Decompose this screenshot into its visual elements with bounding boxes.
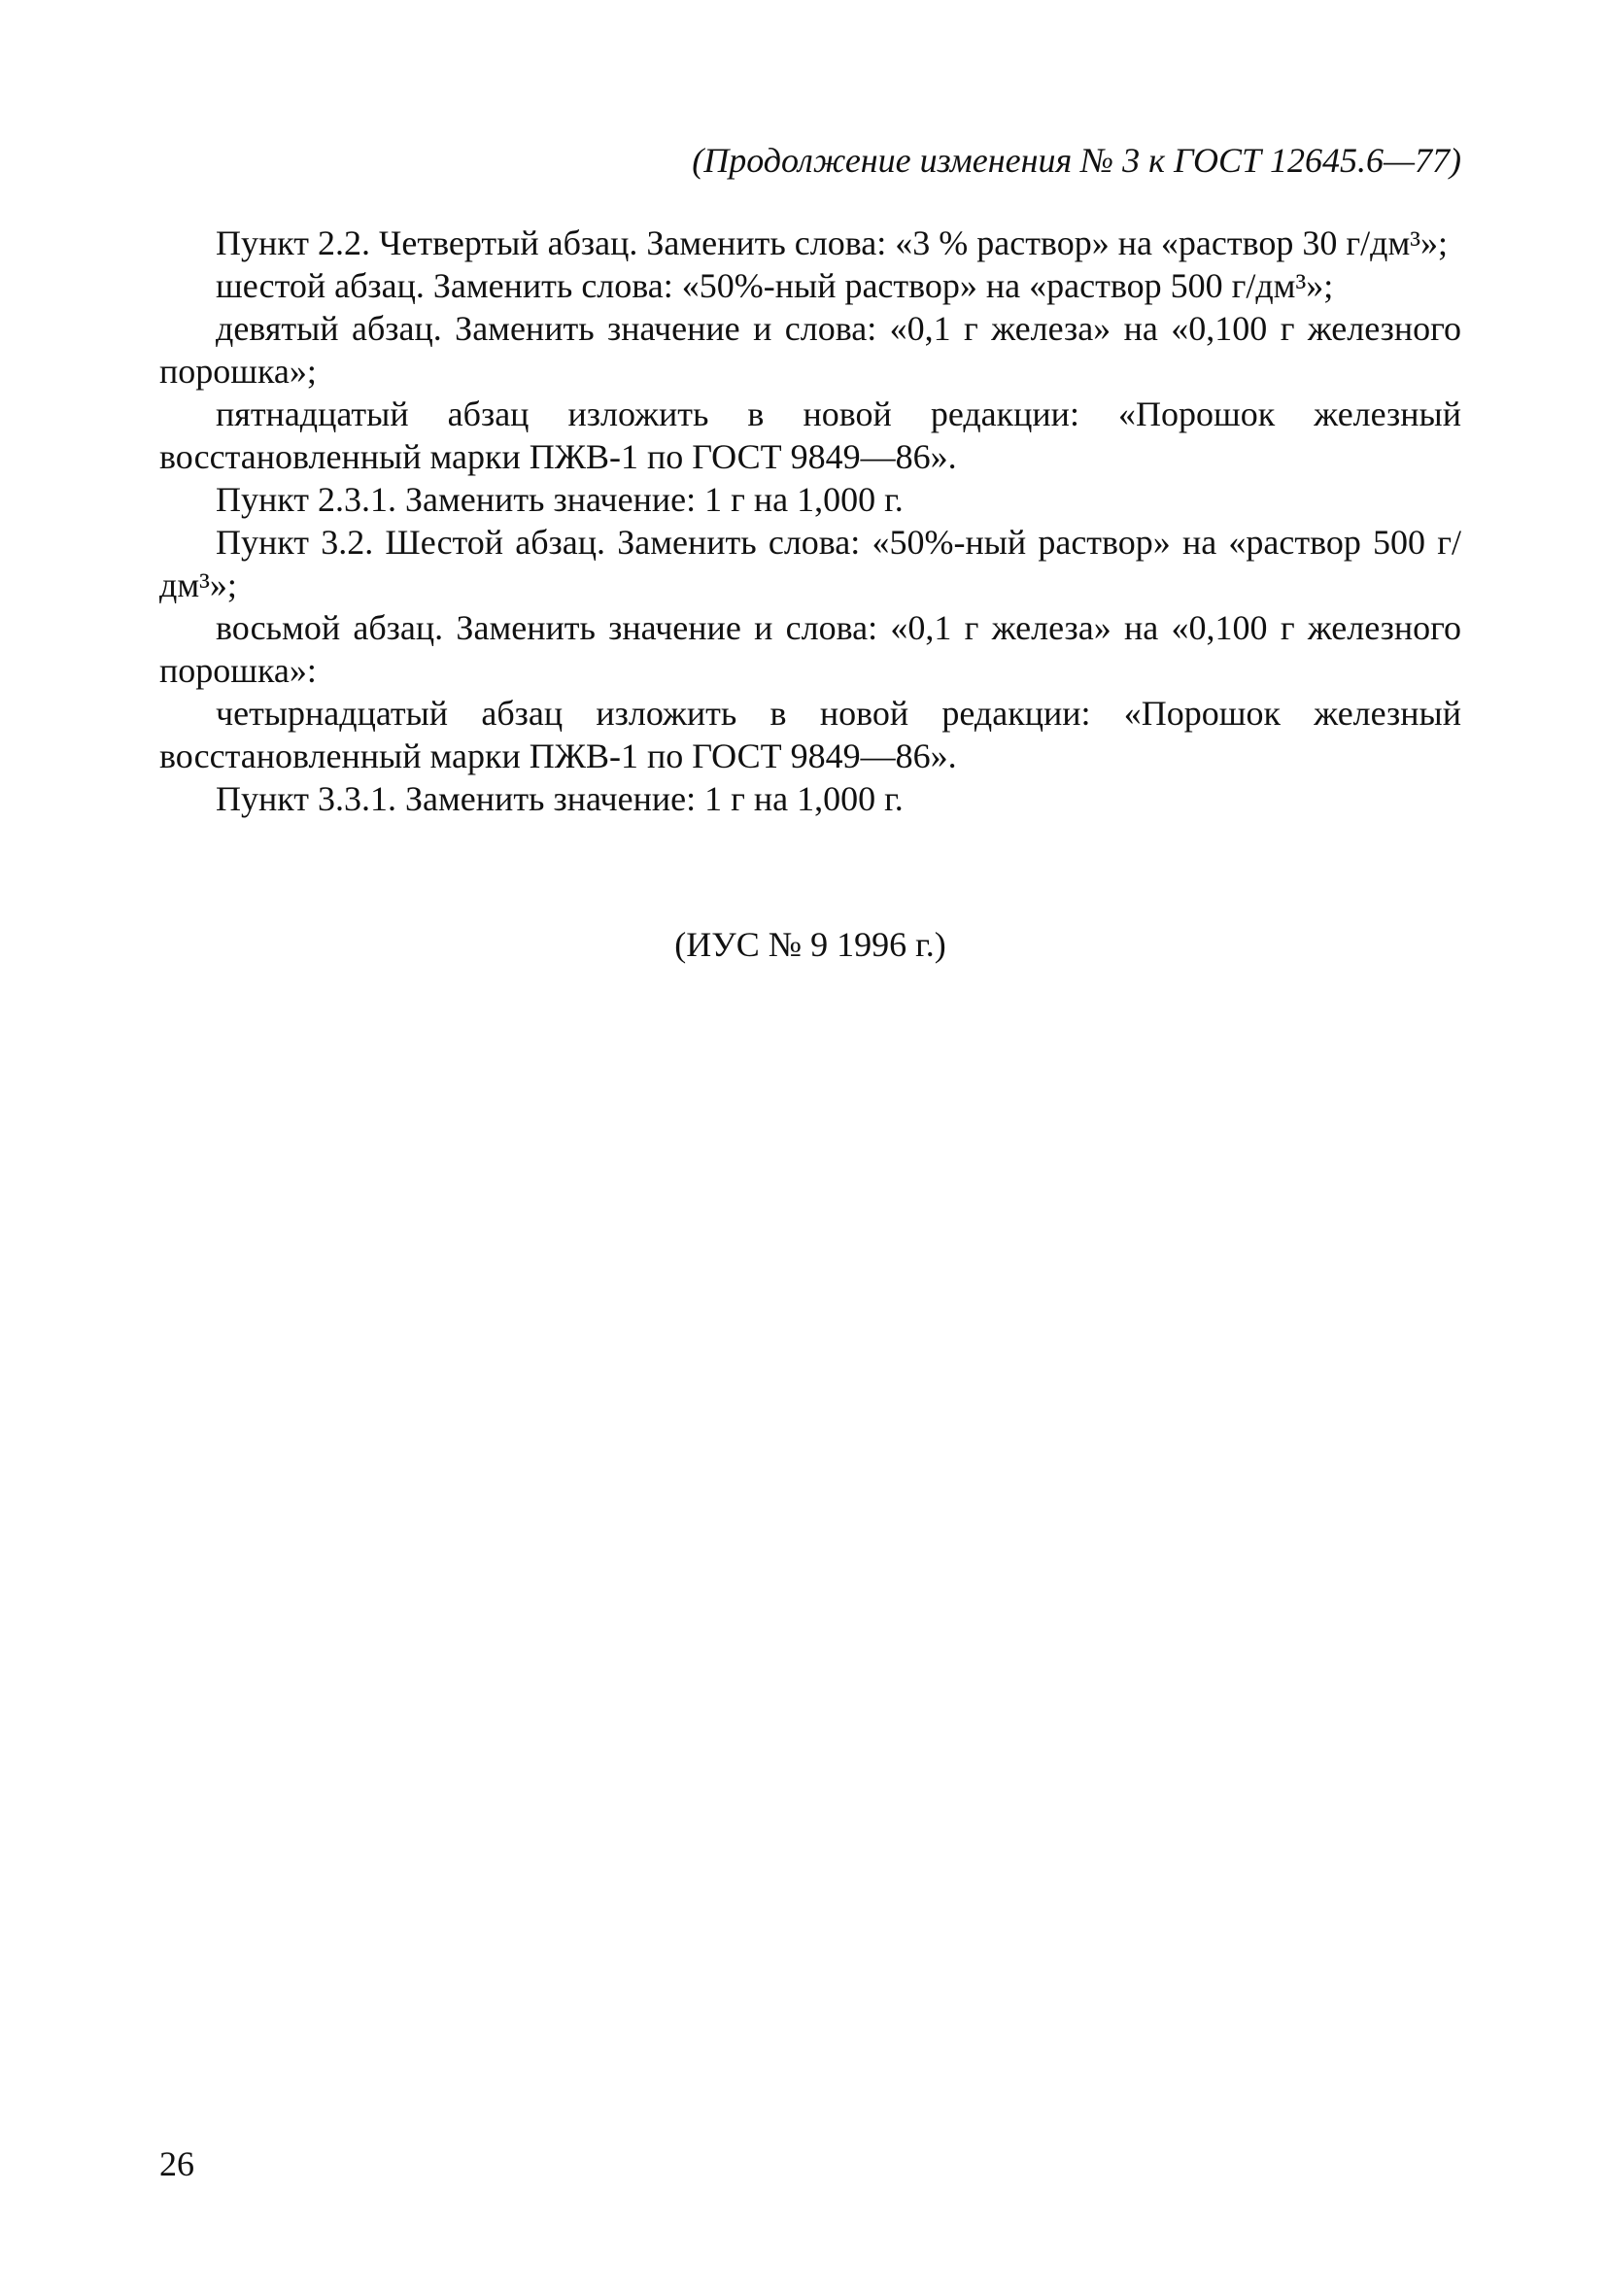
- paragraph-1: Пункт 2.2. Четвертый абзац. Заменить слова: «3 % раствор» на «раствор 30 г/дм³»;: [216, 223, 1449, 262]
- paragraph-4: пятнадцатый абзац изложить в новой редакции: «Порошок железный восстановленный марки ПЖВ-1 по ГОСТ 9849—86».: [159, 394, 1461, 476]
- paragraph-6: Пункт 3.2. Шестой абзац. Заменить слова: «50%-ный раствор» на «раствор 500 г/дм³»;: [159, 523, 1461, 604]
- source-reference: (ИУС № 9 1996 г.): [674, 925, 946, 964]
- paragraph-2: шестой абзац. Заменить слова: «50%-ный раствор» на «раствор 500 г/дм³»;: [216, 266, 1334, 305]
- paragraph-3: девятый абзац. Заменить значение и слова: «0,1 г железа» на «0,100 г железного порошка»;: [159, 309, 1461, 391]
- paragraph-5: Пункт 2.3.1. Заменить значение: 1 г на 1,000 г.: [216, 480, 904, 519]
- paragraph-8: четырнадцатый абзац изложить в новой редакции: «Порошок железный восстановленный марки ПЖВ-1 по ГОСТ 9849—86».: [159, 694, 1461, 775]
- paragraph-7: восьмой абзац. Заменить значение и слова: «0,1 г железа» на «0,100 г железного порошка»:: [159, 608, 1461, 690]
- page-number: 26: [159, 2144, 194, 2183]
- amendment-text: [159, 222, 1461, 820]
- page-header: (Продолжение изменения № 3 к ГОСТ 12645.6—77): [692, 141, 1461, 180]
- paragraph-9: Пункт 3.3.1. Заменить значение: 1 г на 1,000 г.: [216, 779, 904, 818]
